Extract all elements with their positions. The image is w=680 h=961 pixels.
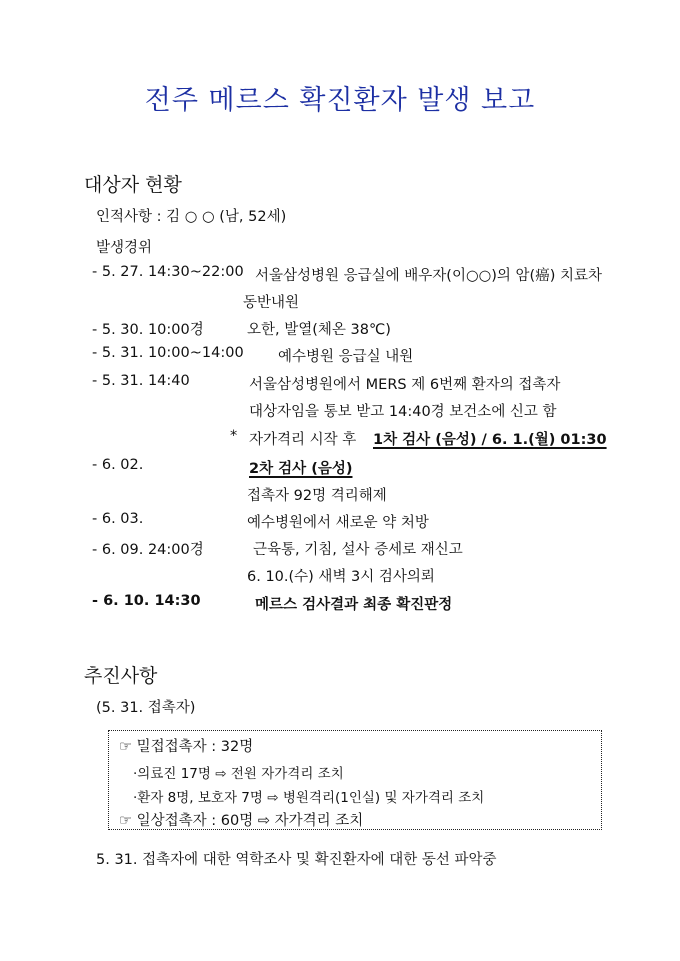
patients-line: ·환자 8명, 보호자 7명 ⇨ 병원격리(1인실) 및 자가격리 조치 (133, 790, 485, 806)
event-desc-cont: 접촉자 92명 격리해제 (247, 488, 387, 504)
section-heading-actions: 추진사항 (84, 665, 158, 687)
event-date: - 5. 31. 14:40 (92, 373, 190, 389)
close-contact-line: ☞ 밀접접촉자 : 32명 (119, 739, 254, 755)
event-desc: 서울삼성병원에서 MERS 제 6번째 환자의 접촉자 (249, 377, 561, 393)
note-text: 자가격리 시작 후 (249, 432, 357, 448)
event-desc-cont: 대상자임을 통보 받고 14:40경 보건소에 신고 함 (249, 404, 557, 420)
event-date: - 6. 09. 24:00경 (92, 542, 204, 558)
event-date: - 6. 02. (92, 457, 144, 473)
event-date: - 5. 30. 10:00경 (92, 322, 204, 338)
page-title: 전주 메르스 확진환자 발생 보고 (144, 85, 536, 116)
daily-contact-line: ☞ 일상접촉자 : 60명 ⇨ 자가격리 조치 (119, 813, 364, 829)
medical-staff-line: ·의료진 17명 ⇨ 전원 자가격리 조치 (133, 766, 344, 782)
event-desc: 근육통, 기침, 설사 증세로 재신고 (253, 542, 463, 558)
first-test-result: 1차 검사 (음성) / 6. 1.(월) 01:30 (373, 432, 607, 448)
event-desc: 오한, 발열(체온 38℃) (247, 322, 391, 338)
footer-note: 5. 31. 접촉자에 대한 역학조사 및 확진환자에 대한 동선 파악중 (96, 852, 497, 868)
confirmed-diagnosis: 메르스 검사결과 최종 확진판정 (255, 597, 453, 613)
contacts-box (108, 730, 602, 830)
event-date: - 5. 27. 14:30~22:00 (92, 264, 244, 280)
second-test-result: 2차 검사 (음성) (249, 461, 353, 477)
event-desc: 서울삼성병원 응급실에 배우자(이○○)의 암(癌) 치료차 (255, 268, 602, 284)
actions-sub: (5. 31. 접촉자) (96, 700, 196, 716)
history-label: 발생경위 (96, 240, 153, 256)
event-date: - 5. 31. 10:00~14:00 (92, 345, 244, 361)
event-desc: 예수병원에서 새로운 약 처방 (247, 515, 429, 531)
section-heading-status: 대상자 현황 (84, 174, 182, 196)
event-desc: 예수병원 응급실 내원 (278, 349, 414, 365)
event-date: - 6. 03. (92, 511, 144, 527)
event-date: - 6. 10. 14:30 (92, 593, 201, 609)
note-marker: * (230, 428, 238, 444)
event-desc-cont: 6. 10.(수) 새벽 3시 검사의뢰 (247, 569, 435, 585)
event-desc-cont: 동반내원 (243, 295, 300, 311)
personal-info: 인적사항 : 김 ○ ○ (남, 52세) (96, 209, 287, 225)
